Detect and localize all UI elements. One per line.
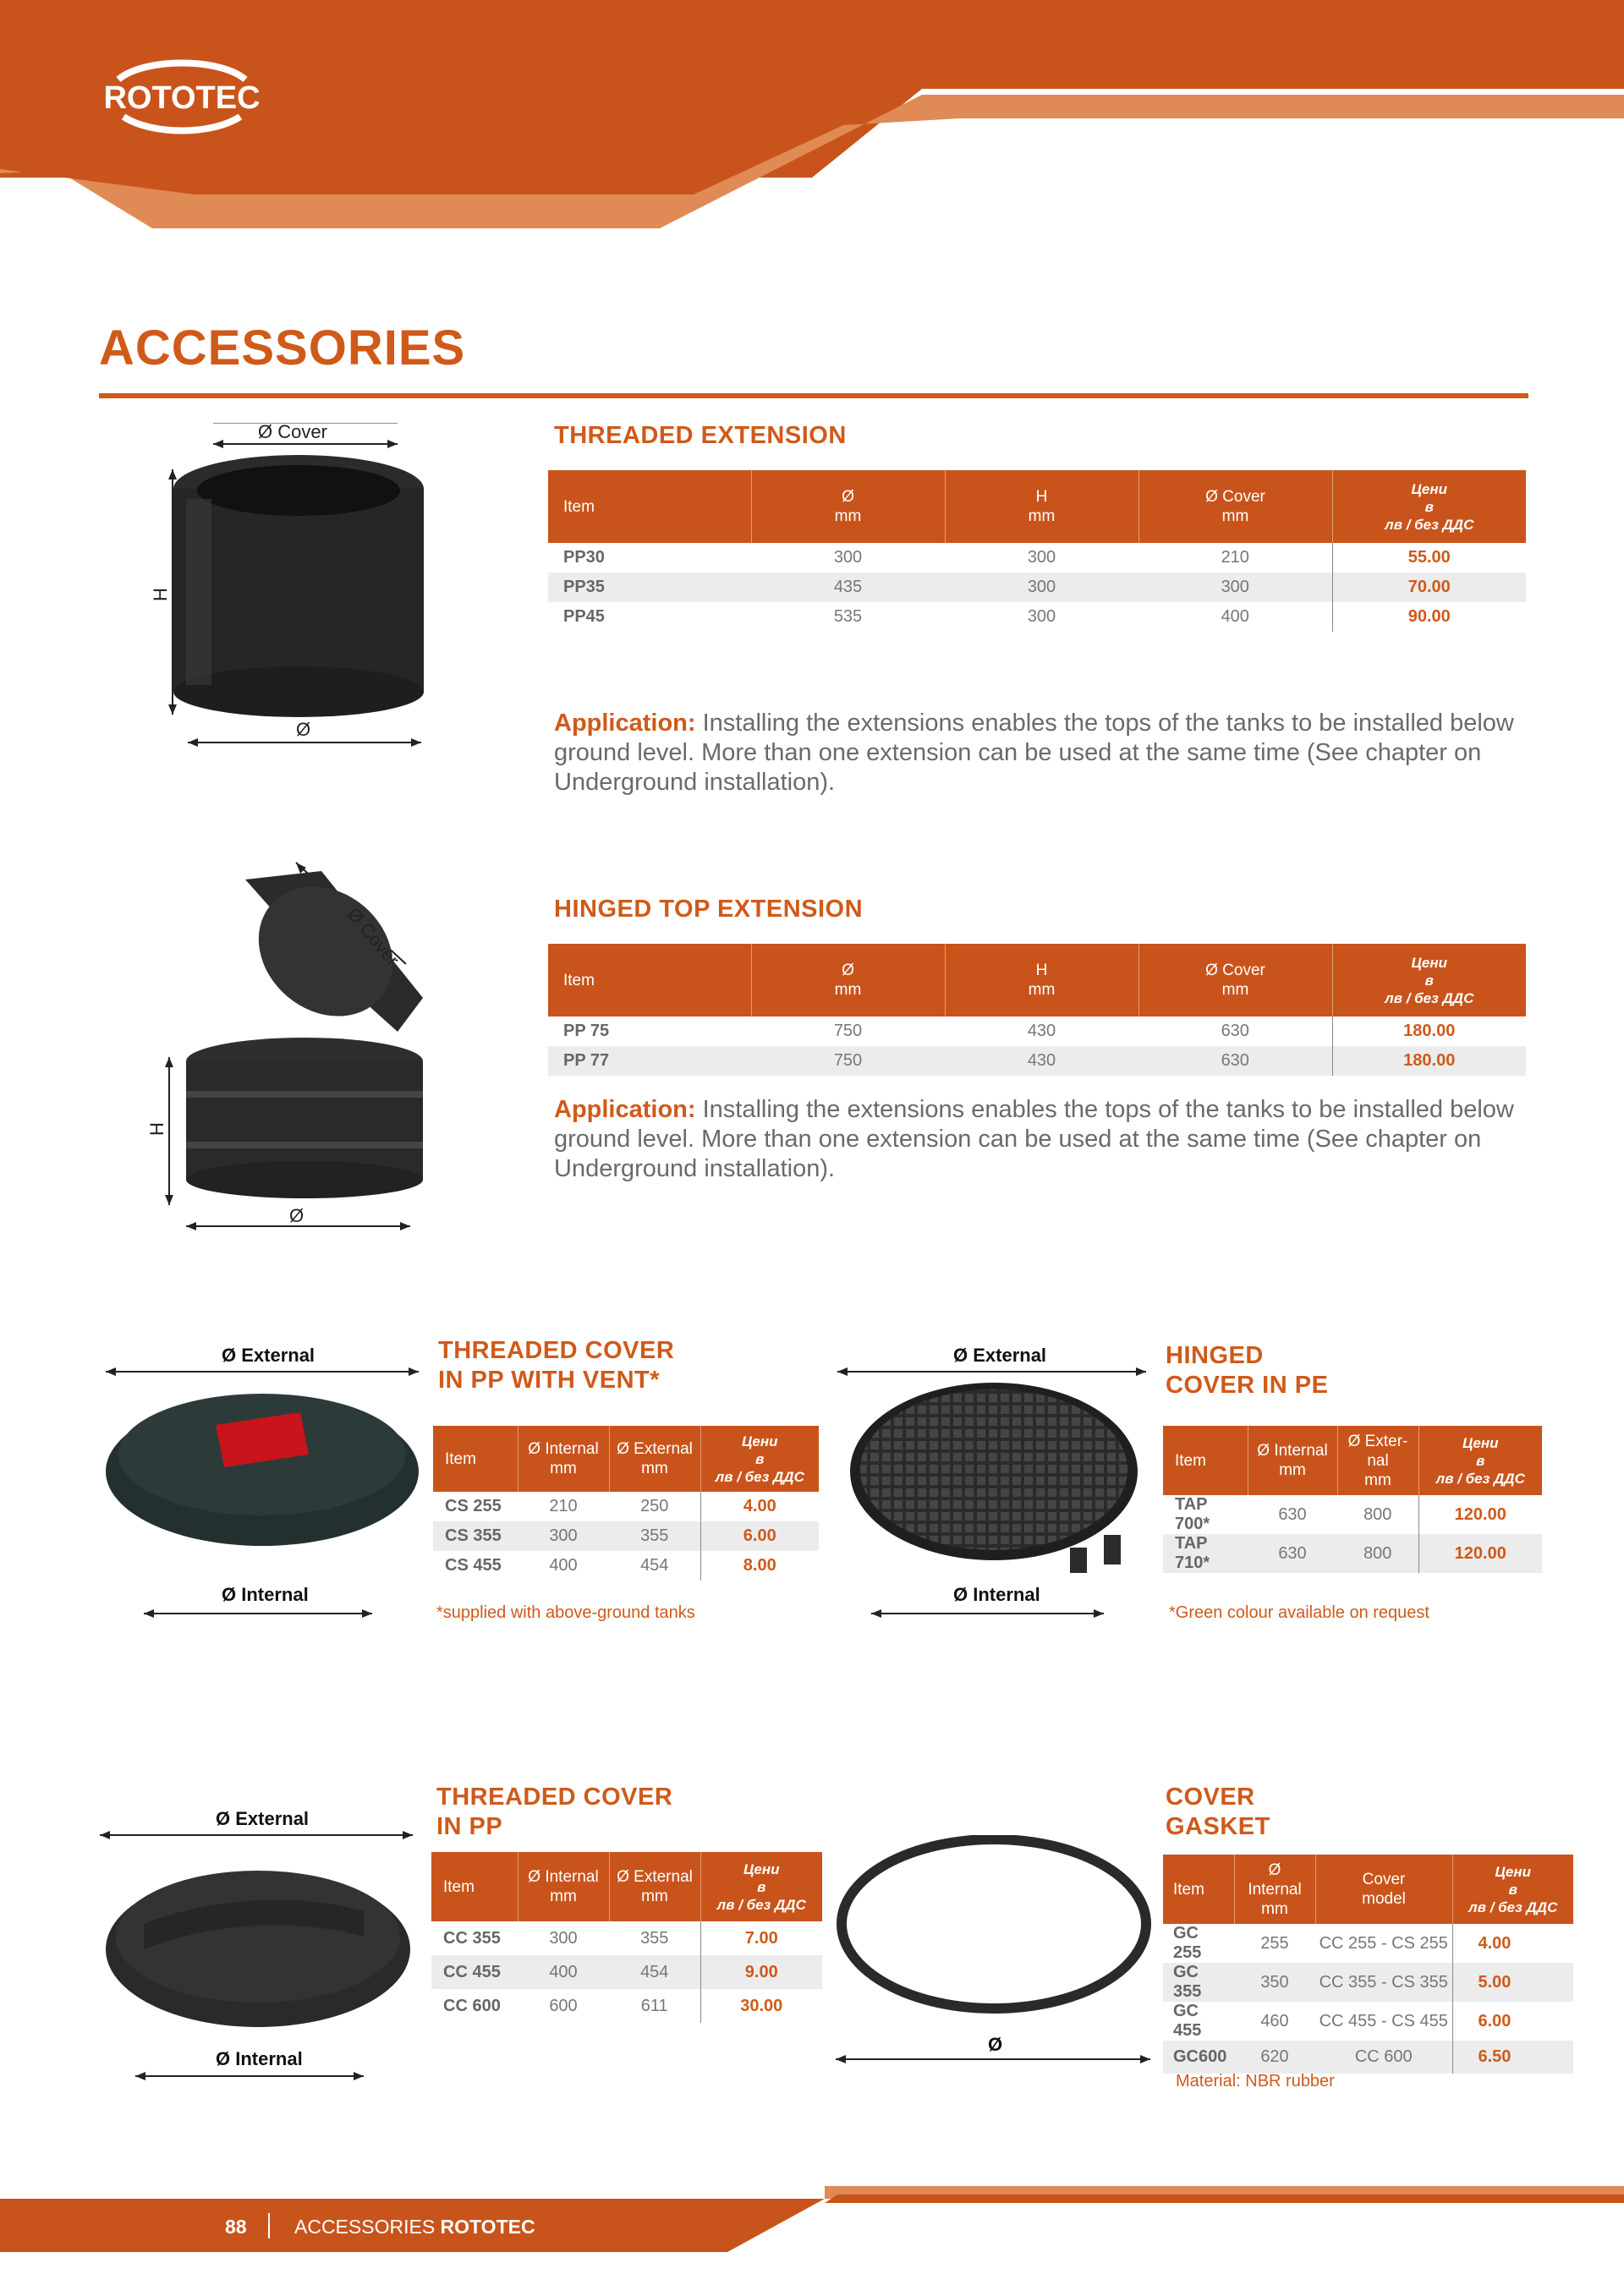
col-item: Item bbox=[433, 1426, 518, 1492]
threaded-extension-image bbox=[149, 423, 440, 753]
col-internal: Ø Internal mm bbox=[1234, 1855, 1315, 1924]
table-row: TAP 710* 630 800 120.00 bbox=[1163, 1534, 1542, 1573]
col-diameter: Ø mm bbox=[751, 944, 945, 1016]
col-internal: Ø Internal mm bbox=[518, 1426, 609, 1492]
dim-external-label: Ø External bbox=[216, 1808, 310, 1829]
dim-diameter-label: Ø bbox=[988, 2034, 1003, 2055]
col-price: Цени в лв / без ДДС bbox=[1332, 470, 1526, 543]
table-row: CS 255 210 250 4.00 bbox=[433, 1492, 819, 1521]
dim-cover-label: Ø Cover bbox=[258, 421, 327, 442]
table-row: CS 355 300 355 6.00 bbox=[433, 1521, 819, 1551]
col-height: H mm bbox=[945, 470, 1138, 543]
col-diameter: Ø mm bbox=[751, 470, 945, 543]
col-cover: Ø Cover mm bbox=[1138, 944, 1332, 1016]
table-row: PP35 435 300 300 70.00 bbox=[548, 573, 1526, 602]
dim-cover-label: Ø Cover bbox=[343, 903, 404, 971]
threaded-cover-pp-image bbox=[93, 1810, 423, 2089]
col-price: Цени в лв / без ДДС bbox=[1418, 1426, 1542, 1495]
table-row: PP 75 750 430 630 180.00 bbox=[548, 1016, 1526, 1046]
dim-diameter-label: Ø bbox=[296, 719, 311, 740]
threaded-cover-vent-note: *supplied with above-ground tanks bbox=[436, 1603, 695, 1622]
dim-diameter-label: Ø bbox=[289, 1205, 304, 1226]
col-internal: Ø Internal mm bbox=[1248, 1426, 1337, 1495]
col-external: Ø Exter- nal mm bbox=[1337, 1426, 1418, 1495]
hinged-cover-pe-note: *Green colour available on request bbox=[1169, 1603, 1429, 1622]
page-title: ACCESSORIES bbox=[99, 321, 466, 375]
dim-internal-label: Ø Internal bbox=[222, 1584, 309, 1605]
table-row: GC600 620 CC 600 6.50 bbox=[1163, 2041, 1573, 2074]
table-row: CC 455 400 454 9.00 bbox=[431, 1955, 822, 1989]
hinged-top-extension-table bbox=[548, 944, 1526, 1076]
table-row: PP30 300 300 210 55.00 bbox=[548, 543, 1526, 573]
col-cover-model: Cover model bbox=[1315, 1855, 1452, 1924]
table-row: GC 455 460 CC 455 - CS 455 6.00 bbox=[1163, 2002, 1573, 2041]
title-divider bbox=[99, 393, 1528, 398]
cover-gasket-table bbox=[1163, 1855, 1573, 2074]
hinged-top-extension-image bbox=[152, 854, 440, 1235]
dim-external-label: Ø External bbox=[222, 1345, 315, 1366]
col-price: Цени в лв / без ДДС bbox=[700, 1426, 819, 1492]
col-height: H mm bbox=[945, 944, 1138, 1016]
col-item: Item bbox=[1163, 1426, 1248, 1495]
dim-height-label: H bbox=[145, 1122, 167, 1136]
hinged-top-extension-application: Application: Installing the extensions enables the tops of the tanks to be installed below ground level. More than one extension can be used at the same time (See chapter on Underground installation). bbox=[554, 1096, 1514, 1182]
col-item: Item bbox=[548, 944, 751, 1016]
dim-internal-label: Ø Internal bbox=[953, 1584, 1040, 1605]
rototec-logo bbox=[93, 51, 271, 144]
hinged-cover-pe-table bbox=[1163, 1426, 1542, 1573]
col-external: Ø External mm bbox=[609, 1852, 700, 1921]
table-row: GC 255 255 CC 255 - CS 255 4.00 bbox=[1163, 1924, 1573, 1963]
col-external: Ø External mm bbox=[609, 1426, 700, 1492]
col-item: Item bbox=[548, 470, 751, 543]
table-row: CS 455 400 454 8.00 bbox=[433, 1551, 819, 1581]
table-row: CC 355 300 355 7.00 bbox=[431, 1921, 822, 1955]
footer-section: ACCESSORIES ROTOTEC bbox=[294, 2216, 535, 2238]
hinged-cover-pe-title: HINGED COVER IN PE bbox=[1166, 1342, 1329, 1399]
dim-external-label: Ø External bbox=[953, 1345, 1047, 1366]
table-row: TAP 700* 630 800 120.00 bbox=[1163, 1495, 1542, 1534]
table-row: GC 355 350 CC 355 - CS 355 5.00 bbox=[1163, 1963, 1573, 2002]
col-cover: Ø Cover mm bbox=[1138, 470, 1332, 543]
col-internal: Ø Internal mm bbox=[518, 1852, 609, 1921]
threaded-extension-table bbox=[548, 470, 1526, 632]
col-price: Цени в лв / без ДДС bbox=[700, 1852, 822, 1921]
col-item: Item bbox=[1163, 1855, 1234, 1924]
dim-height-label: H bbox=[149, 588, 171, 601]
page-number: 88 bbox=[225, 2216, 247, 2238]
threaded-cover-pp-title: THREADED COVER IN PP bbox=[436, 1784, 673, 1840]
dim-internal-label: Ø Internal bbox=[216, 2048, 303, 2069]
threaded-extension-application: Application: Installing the extensions enables the tops of the tanks to be installed below ground level. More than one extension can be used at the same time (See chapter on Underground installation). bbox=[554, 710, 1514, 796]
col-price: Цени в лв / без ДДС bbox=[1332, 944, 1526, 1016]
cover-gasket-note: Material: NBR rubber bbox=[1176, 2072, 1335, 2091]
table-row: CC 600 600 611 30.00 bbox=[431, 1989, 822, 2023]
cover-gasket-title: COVER GASKET bbox=[1166, 1784, 1270, 1840]
threaded-extension-title: THREADED EXTENSION bbox=[554, 422, 847, 449]
threaded-cover-vent-title: THREADED COVER IN PP WITH VENT* bbox=[438, 1337, 675, 1394]
svg-text:ROTOTEC: ROTOTEC bbox=[103, 80, 261, 116]
threaded-cover-vent-image bbox=[97, 1345, 427, 1624]
table-row: PP 77 750 430 630 180.00 bbox=[548, 1046, 1526, 1076]
table-row: PP45 535 300 400 90.00 bbox=[548, 602, 1526, 632]
col-price: Цени в лв / без ДДС bbox=[1452, 1855, 1573, 1924]
col-item: Item bbox=[431, 1852, 518, 1921]
hinged-cover-pe-image bbox=[833, 1345, 1155, 1624]
threaded-cover-vent-table bbox=[433, 1426, 819, 1581]
threaded-cover-pp-table bbox=[431, 1852, 822, 2023]
hinged-top-extension-title: HINGED TOP EXTENSION bbox=[554, 896, 864, 923]
